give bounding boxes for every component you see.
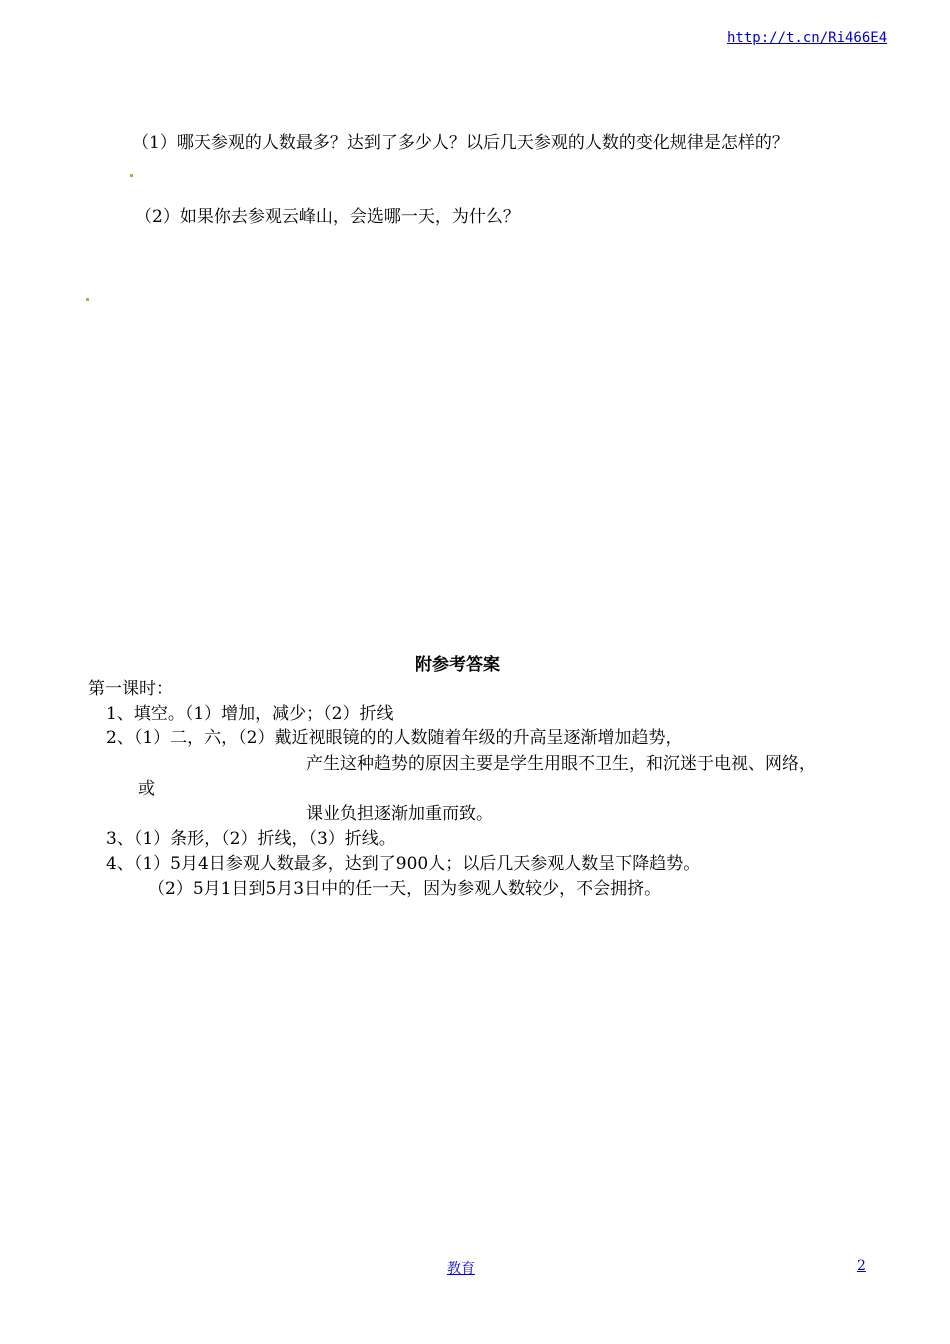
marker-dot (130, 174, 133, 177)
marker-dot (86, 298, 89, 301)
answer-4-line-2: （2）5月1日到5月3日中的任一天，因为参观人数较少，不会拥挤。 (148, 879, 662, 899)
answers-title: 附参考答案 (415, 655, 500, 675)
answer-3: 3、（1）条形，（2）折线，（3）折线。 (106, 829, 396, 849)
footer-link[interactable]: 教育 (447, 1261, 475, 1277)
answer-4-line-1: 4、（1）5月4日参观人数最多，达到了900人；以后几天参观人数呈下降趋势。 (106, 854, 701, 874)
question-2: （2）如果你去参观云峰山，会选哪一天，为什么？ (135, 207, 520, 227)
answer-1: 1、填空。（1）增加，减少；（2）折线 (106, 704, 394, 724)
answer-2-line-1: 2、（1）二，六，（2）戴近视眼镜的的人数随着年级的升高呈逐渐增加趋势， (106, 728, 683, 748)
header-link[interactable]: http://t.cn/Ri466E4 (727, 30, 888, 46)
question-1: （1）哪天参观的人数最多？达到了多少人？以后几天参观的人数的变化规律是怎样的？ (132, 133, 789, 153)
answer-2-line-2: 产生这种趋势的原因主要是学生用眼不卫生，和沉迷于电视、网络， (306, 754, 816, 774)
answers-section: 第一课时： (88, 679, 173, 699)
answer-2-line-4: 课业负担逐渐加重而致。 (306, 804, 493, 824)
page-number: 2 (857, 1258, 866, 1274)
answer-2-line-3: 或 (138, 779, 155, 799)
